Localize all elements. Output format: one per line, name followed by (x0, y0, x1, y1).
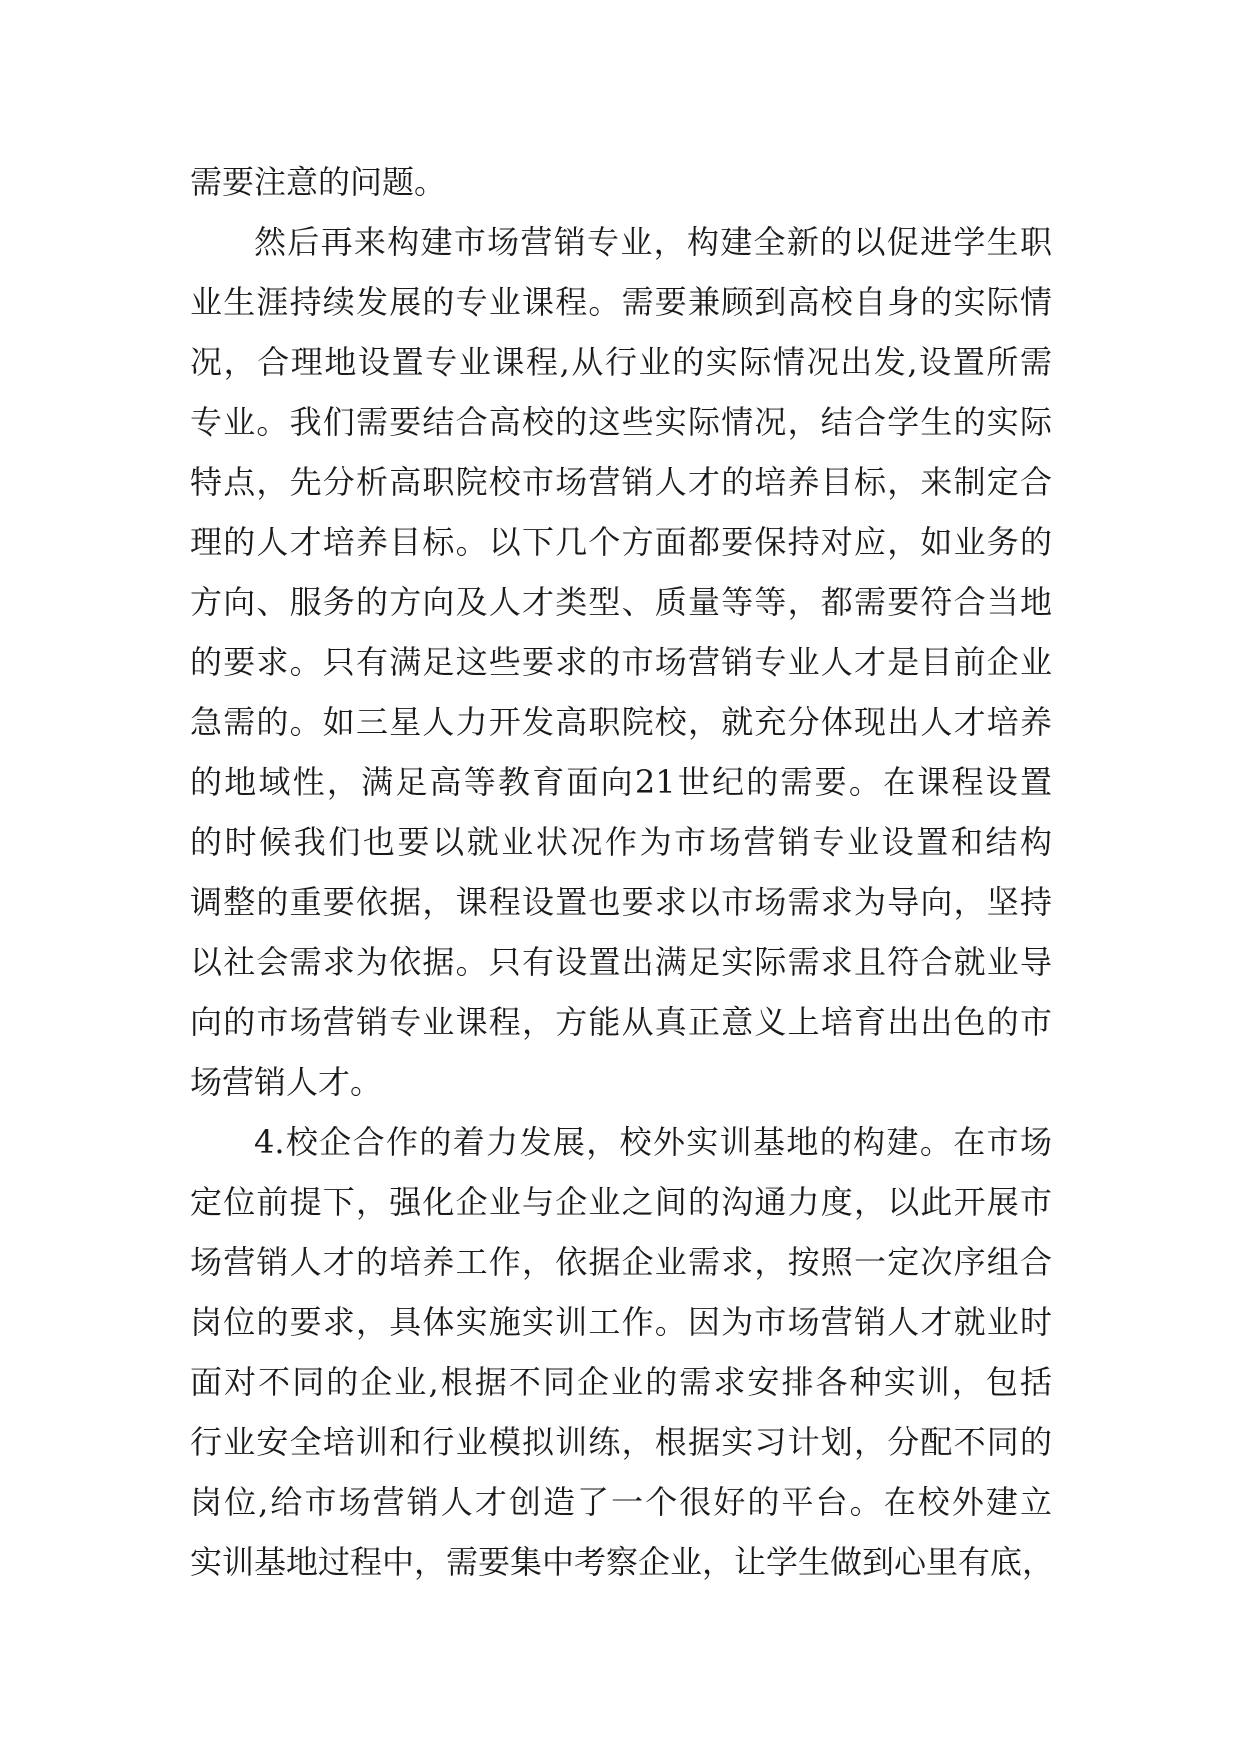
text-line: 方向、服务的方向及人才类型、质量等等，都需要符合当地 (190, 583, 1052, 621)
text-line: 岗位的要求，具体实施实训工作。因为市场营销人才就业时 (190, 1303, 1052, 1341)
paragraph-first-line: 4.校企合作的着力发展，校外实训基地的构建。在市场 (254, 1123, 1052, 1161)
text-line: 业生涯持续发展的专业课程。需要兼顾到高校自身的实际情 (190, 283, 1052, 321)
text-line: 定位前提下，强化企业与企业之间的沟通力度，以此开展市 (190, 1183, 1052, 1221)
text-line: 场营销人才。 (190, 1063, 383, 1101)
text-line: 急需的。如三星人力开发高职院校，就充分体现出人才培养 (190, 703, 1052, 741)
text-line: 面对不同的企业,根据不同企业的需求安排各种实训，包括 (190, 1363, 1052, 1401)
text-line: 行业安全培训和行业模拟训练，根据实习计划，分配不同的 (190, 1423, 1052, 1461)
text-line: 需要注意的问题。 (190, 163, 447, 201)
text-line: 理的人才培养目标。以下几个方面都要保持对应，如业务的 (190, 523, 1052, 561)
text-line: 场营销人才的培养工作，依据企业需求，按照一定次序组合 (190, 1243, 1052, 1281)
text-line: 的要求。只有满足这些要求的市场营销专业人才是目前企业 (190, 643, 1052, 681)
paragraph-first-line: 然后再来构建市场营销专业，构建全新的以促进学生职 (254, 223, 1052, 261)
text-line: 专业。我们需要结合高校的这些实际情况，结合学生的实际 (190, 403, 1052, 441)
text-line: 的时候我们也要以就业状况作为市场营销专业设置和结构 (190, 823, 1052, 861)
text-line: 岗位,给市场营销人才创造了一个很好的平台。在校外建立 (190, 1483, 1052, 1521)
text-line: 特点，先分析高职院校市场营销人才的培养目标，来制定合 (190, 463, 1052, 501)
document-page (190, 152, 1055, 1592)
text-line: 向的市场营销专业课程，方能从真正意义上培育出出色的市 (190, 1003, 1052, 1041)
text-line: 的地域性，满足高等教育面向21世纪的需要。在课程设置 (190, 763, 1052, 801)
text-line: 调整的重要依据，课程设置也要求以市场需求为导向，坚持 (190, 883, 1052, 921)
text-line: 况，合理地设置专业课程,从行业的实际情况出发,设置所需 (190, 343, 1052, 381)
text-line: 以社会需求为依据。只有设置出满足实际需求且符合就业导 (190, 943, 1052, 981)
text-line: 实训基地过程中，需要集中考察企业，让学生做到心里有底， (190, 1543, 1055, 1581)
